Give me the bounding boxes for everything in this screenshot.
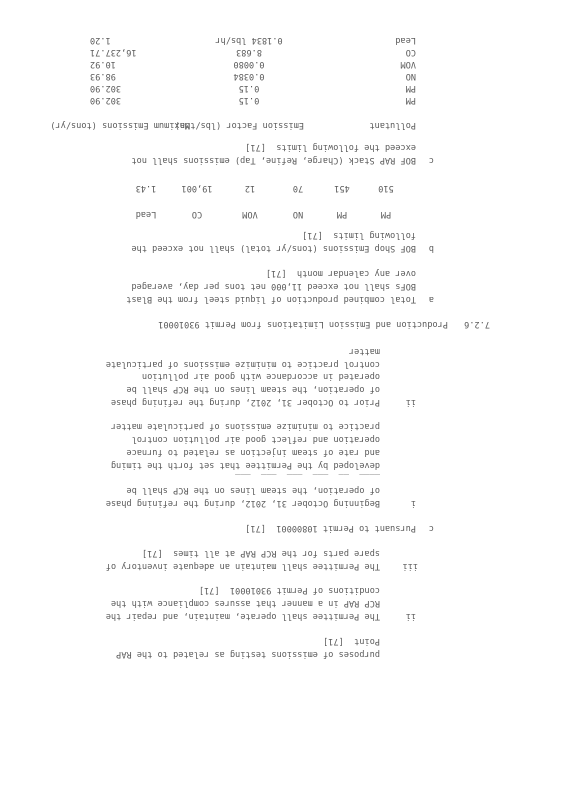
section-title: Production and Emission Limitations from Permit 93010001 (158, 319, 448, 329)
table-cell: 0.15 (238, 95, 260, 105)
text-line: purposes of emissions testing as related to the RAP (116, 649, 380, 659)
table-cell: PM (405, 95, 416, 105)
table-cell: 19,001 (181, 183, 213, 193)
item-number: c (428, 523, 434, 533)
text-line: RCP RAP in a manner that assures compliance with the (110, 598, 380, 608)
text-line: spare parts for the RCP RAP at all times [71] (142, 548, 380, 558)
text-line: following limits [71] (302, 230, 416, 240)
table-cell: NO (405, 71, 416, 81)
table-cell: 0.0384 (233, 71, 265, 81)
table-cell: VOM (400, 59, 416, 69)
table-cell: 0.0080 (233, 59, 265, 69)
text-line: developed by the Permittee that set forth the timing (110, 460, 380, 470)
item-number: ii (405, 397, 416, 407)
table-cell: 0.15 (238, 83, 260, 93)
text-line: BOFs shall not exceed 11,000 net tons per day, averaged (131, 281, 416, 291)
table-cell: 1.43 (135, 183, 157, 193)
table-header: NO (292, 209, 304, 219)
table-cell: 510 (378, 183, 394, 193)
table-cell: PM (405, 83, 416, 93)
table-cell: 70 (292, 183, 304, 193)
text-line: over any calendar month [71] (265, 268, 416, 278)
table-header: Pollutant (369, 120, 416, 130)
text-line: operated in accordance with good air pollution (142, 371, 380, 381)
table-cell: 12 (244, 183, 256, 193)
text-line: and rate of steam injection as related to furnace (126, 447, 380, 457)
text-line: Point [71] (323, 636, 380, 646)
text-line: exceed the following limits [71] (245, 142, 416, 152)
text-line: control practice to minimize emissions of particulate (105, 359, 380, 369)
table-header: PM (380, 209, 392, 219)
table-header: VOM (242, 209, 258, 219)
table-header: Lead (135, 209, 157, 219)
table-cell: 98.93 (90, 71, 116, 81)
table-cell: 16,237.71 (90, 47, 137, 57)
table-header: PM (336, 209, 348, 219)
item-number: ii (405, 611, 416, 621)
subsection-heading: Pursuant to Permit 10800001 [71] (245, 523, 416, 533)
text-line: ____ __ ___ ___ ___ ___ (235, 473, 380, 483)
table-cell: Lead (395, 35, 416, 45)
item-number: iii (402, 561, 418, 571)
table-cell: 1.20 (90, 35, 111, 45)
table-cell: 302.90 (90, 83, 122, 93)
table-header: CO (191, 209, 203, 219)
text-line: practice to minimize emissions of particulate matter (110, 421, 380, 431)
item-number: a (428, 294, 434, 304)
text-line: The Permittee shall maintain an adequate inventory of (105, 561, 380, 571)
text-line: of operation, the steam lines on the RCP shall be (126, 485, 380, 495)
text-line: Beginning October 31, 2012, during the refining phase (105, 498, 380, 508)
table-cell: 10.92 (90, 59, 116, 69)
text-line: BOF RAP Stack (Charge, Refine, Tap) emissions shall not (131, 155, 416, 165)
text-line: Prior to October 31, 2012, during the refining phase (110, 397, 380, 407)
text-line: BOF Shop Emissions (tons/yr total) shall not exceed the (131, 243, 416, 253)
section-number: 7.2.6 (464, 319, 490, 329)
item-number: b (428, 243, 434, 253)
text-line: Total combined production of liquid steel from the Blast (126, 294, 416, 304)
text-line: matter (348, 346, 380, 356)
item-number: c (428, 155, 434, 165)
text-line: operation and reflect good air pollution control (131, 434, 380, 444)
text-line: The Permittee shall operate, maintain, and repair the (105, 611, 380, 621)
text-line: conditions of Permit 93010001 [71] (198, 585, 380, 595)
table-header: Maximum Emissions (tons/yr) (50, 120, 190, 130)
table-header: Emission Factor (lbs/ton) (174, 120, 304, 130)
item-number: i (410, 498, 416, 508)
table-cell: 451 (334, 183, 350, 193)
table-cell: CO (405, 47, 416, 57)
table-cell: 8.683 (236, 47, 262, 57)
table-cell: 0.1834 lbs/hr (215, 35, 283, 45)
table-cell: 302.90 (90, 95, 122, 105)
text-line: of operation, the steam lines on the RCP shall be (126, 384, 380, 394)
